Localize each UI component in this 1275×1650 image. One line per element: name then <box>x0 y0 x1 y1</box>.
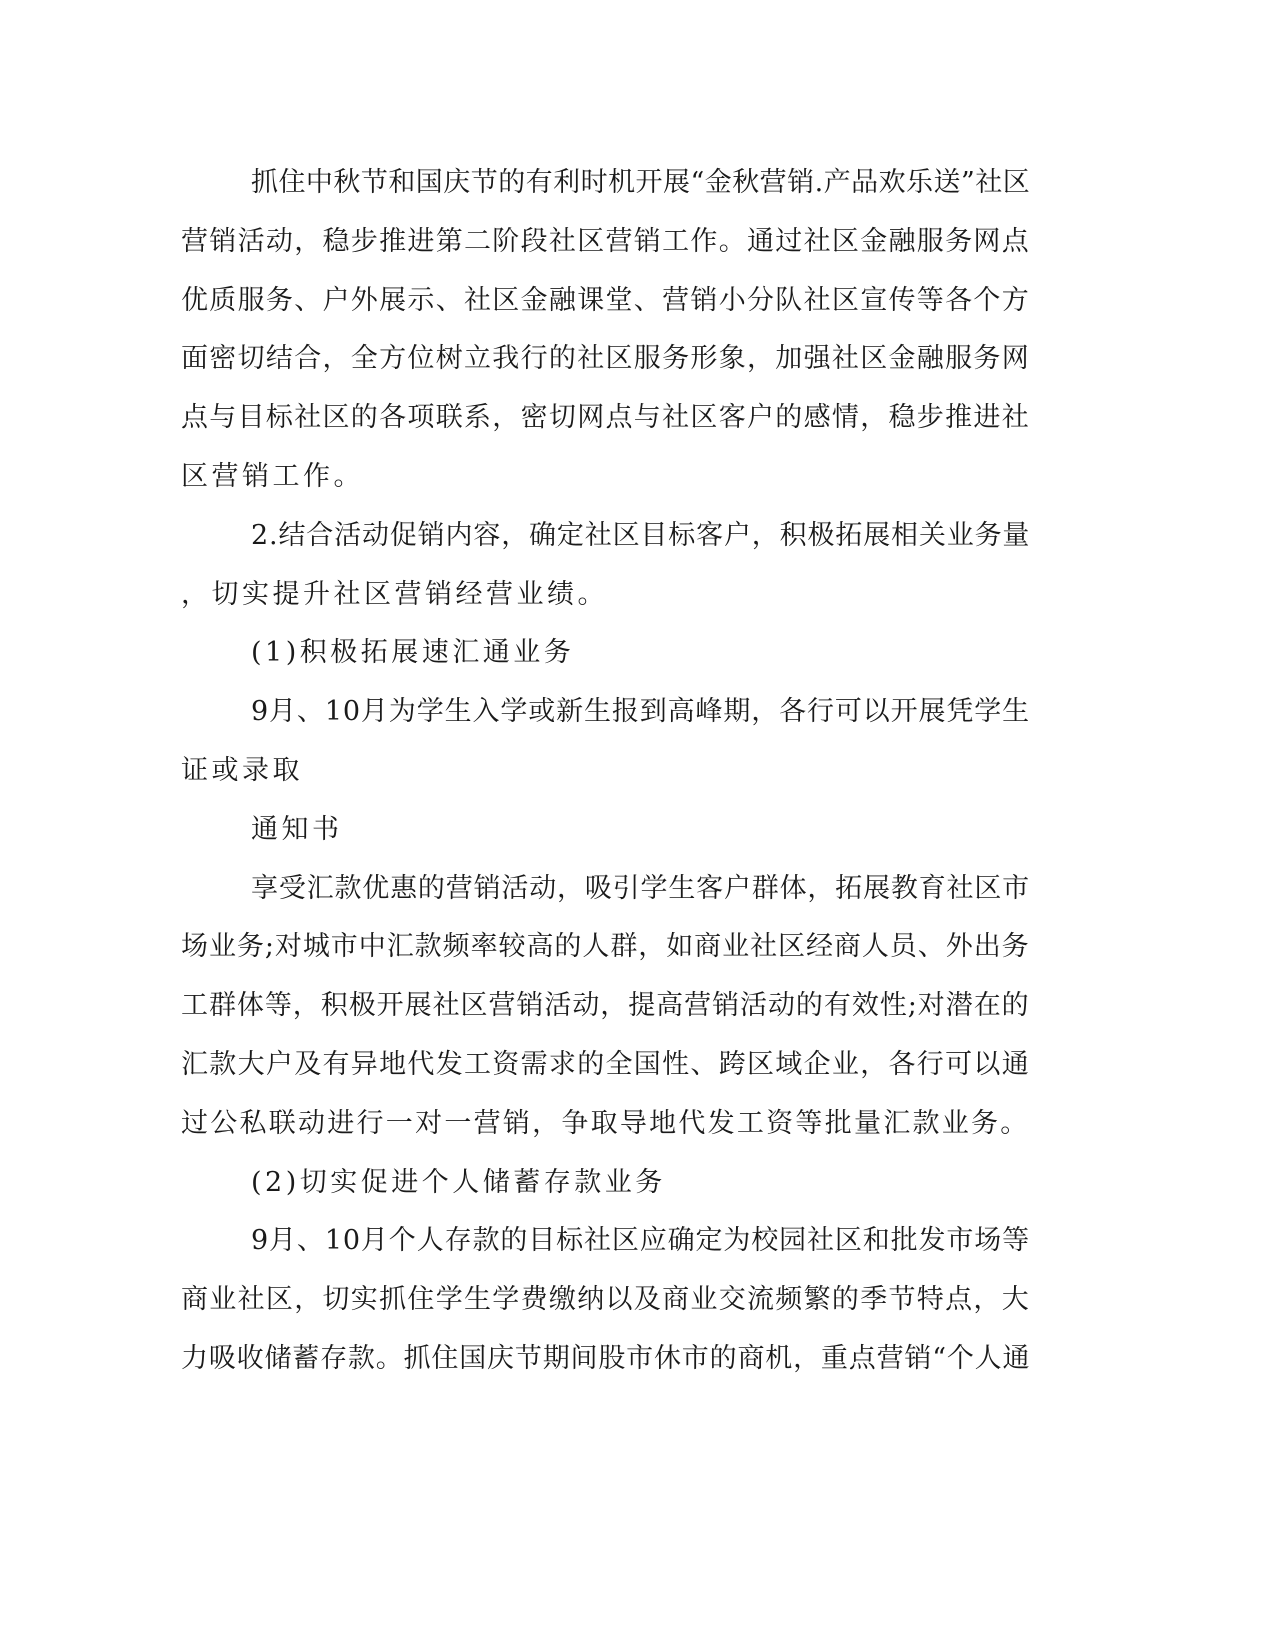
paragraph-line: 过公私联动进行一对一营销，争取导地代发工资等批量汇款业务。 <box>181 1108 1030 1139</box>
paragraph-line: 抓住中秋节和国庆节的有利时机开展“金秋营销.产品欢乐送”社区 <box>251 167 1031 198</box>
paragraph-line: 点与目标社区的各项联系，密切网点与社区客户的感情，稳步推进社 <box>181 402 1030 433</box>
paragraph-line: 9月、10月为学生入学或新生报到高峰期，各行可以开展凭学生 <box>251 696 1031 727</box>
paragraph-line: ，切实提升社区营销经营业绩。 <box>181 579 608 610</box>
paragraph-line: 工群体等，积极开展社区营销活动，提高营销活动的有效性;对潜在的 <box>181 990 1030 1021</box>
paragraph-line: 享受汇款优惠的营销活动，吸引学生客户群体，拓展教育社区市 <box>251 873 1030 904</box>
paragraph-line: 商业社区，切实抓住学生学费缴纳以及商业交流频繁的季节特点，大 <box>181 1284 1030 1315</box>
paragraph-line: 2.结合活动促销内容，确定社区目标客户，积极拓展相关业务量 <box>251 520 1031 551</box>
paragraph-line: 优质服务、户外展示、社区金融课堂、营销小分队社区宣传等各个方 <box>181 285 1030 316</box>
section-heading: (2)切实促进个人储蓄存款业务 <box>251 1167 666 1198</box>
paragraph-line: 营销活动，稳步推进第二阶段社区营销工作。通过社区金融服务网点 <box>181 226 1030 257</box>
paragraph-line: 力吸收储蓄存款。抓住国庆节期间股市休市的商机，重点营销“个人通 <box>181 1343 1031 1374</box>
paragraph-line: 9月、10月个人存款的目标社区应确定为校园社区和批发市场等 <box>251 1225 1031 1256</box>
paragraph-line: 证或录取 <box>181 755 303 786</box>
paragraph-line: 场业务;对城市中汇款频率较高的人群，如商业社区经商人员、外出务 <box>181 931 1030 962</box>
paragraph-line: 区营销工作。 <box>181 461 364 492</box>
paragraph-line: 通知书 <box>251 814 343 845</box>
paragraph-line: 汇款大户及有异地代发工资需求的全国性、跨区域企业，各行可以通 <box>181 1049 1030 1080</box>
paragraph-line: 面密切结合，全方位树立我行的社区服务形象，加强社区金融服务网 <box>181 343 1030 374</box>
section-heading: (1)积极拓展速汇通业务 <box>251 637 575 668</box>
